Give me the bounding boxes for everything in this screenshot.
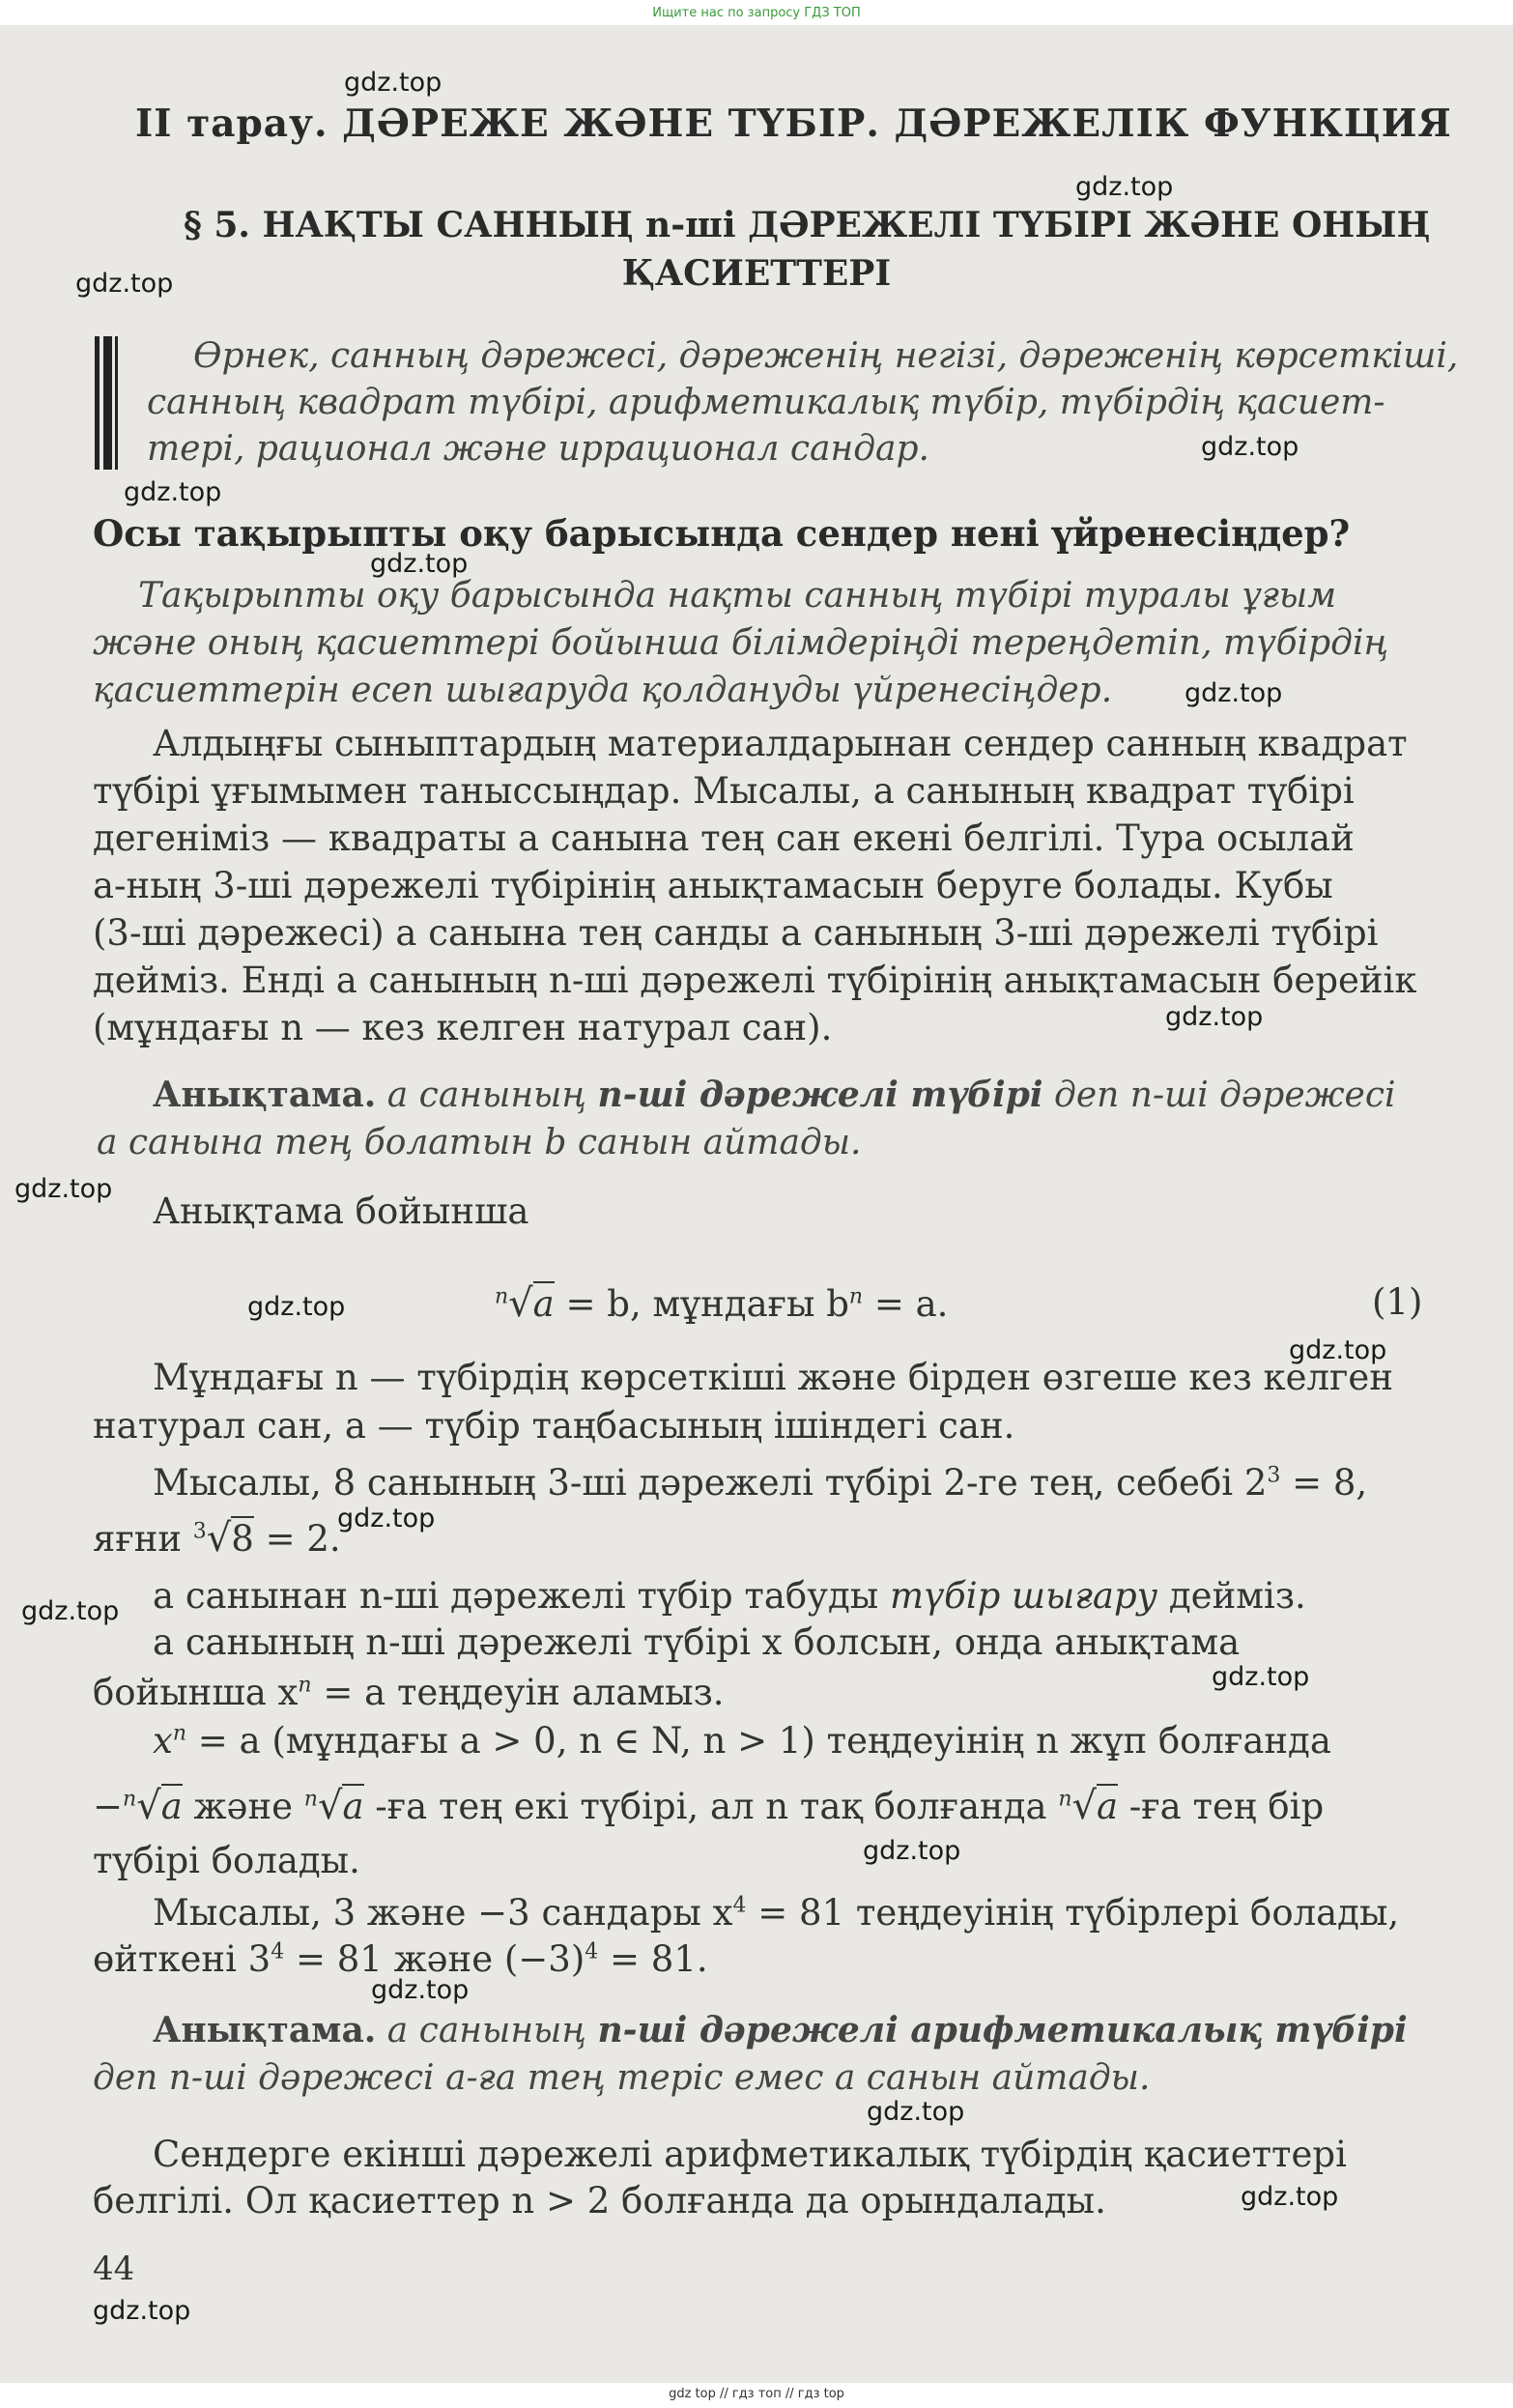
closing-line: белгілі. Ол қасиеттер n > 2 болғанда да орындалады. bbox=[93, 2180, 1106, 2222]
definition-2-line1: Анықтама. a санының n-ші дәрежелі арифметикалық түбірі bbox=[153, 2010, 1408, 2050]
watermark: gdz.top bbox=[337, 1504, 436, 1534]
top-search-note[interactable]: Ищите нас по запросу ГДЗ ТОП bbox=[652, 6, 861, 20]
watermark: gdz.top bbox=[371, 1975, 470, 2005]
watermark: gdz.top bbox=[867, 2097, 965, 2127]
definition-2-line2: деп n-ші дәрежесі a-ға тең теріс емес a санын айтады. bbox=[93, 2058, 1151, 2098]
intro-line: дегеніміз — квадраты a санына тең сан екені белгілі. Тура осылай bbox=[93, 817, 1355, 859]
keywords-line: Өрнек, санның дәрежесі, дәреженің негізі, дәреженің көрсеткіші, bbox=[193, 336, 1459, 376]
watermark: gdz.top bbox=[75, 269, 174, 299]
watermark: gdz.top bbox=[863, 1836, 961, 1866]
watermark: gdz.top bbox=[1165, 1002, 1264, 1032]
definition-1-line1: Анықтама. a санының n-ші дәрежелі түбірі деп n-ші дәрежесі bbox=[153, 1075, 1396, 1115]
watermark: gdz.top bbox=[1289, 1335, 1387, 1365]
intro-line: (3-ші дәрежесі) a санына тең санды a санының 3-ші дәрежелі түбірі bbox=[93, 912, 1379, 954]
intro-line: a-ның 3-ші дәрежелі түбірінің анықтамасын беруге болады. Кубы bbox=[93, 865, 1333, 906]
intro-line: түбірі ұғымымен таныссыңдар. Мысалы, a санының квадрат түбірі bbox=[93, 770, 1355, 812]
root-x-line2: бойынша $x^n = a$ теңдеуін аламыз. bbox=[93, 1672, 725, 1713]
keywords-bar-icon bbox=[95, 336, 120, 470]
root-extraction-text: a санынан n-ші дәрежелі түбір табуды түбір шығару дейміз. bbox=[153, 1575, 1306, 1617]
even-odd-line1: $x^n = a$ (мұндағы a > 0, n ∈ N, n > 1) теңдеуінің n жұп болғанда bbox=[153, 1720, 1331, 1762]
goal-line: қасиеттерін есеп шығаруда қолдануды үйренесіңдер. bbox=[93, 671, 1113, 710]
closing-line: Сендерге екінші дәрежелі арифметикалық түбірдің қасиеттері bbox=[153, 2134, 1347, 2175]
watermark: gdz.top bbox=[1201, 432, 1299, 462]
goal-line: және оның қасиеттері бойынша білімдеріңді тереңдетіп, түбірдің bbox=[93, 623, 1389, 663]
example-1-line2: яғни $^3$√8 = 2. bbox=[93, 1516, 341, 1561]
example-2-line2: өйткені $3^4 = 81$ және $(-3)^4 = 81$. bbox=[93, 1938, 708, 1980]
section-title-line2: ҚАСИЕТТЕРІ bbox=[621, 253, 892, 294]
formula-1: $^n$√a = b, мұндағы $b^n = a$. bbox=[495, 1281, 949, 1326]
note-line: Мұндағы n — түбірдің көрсеткіші және бірден өзгеше кез келген bbox=[153, 1357, 1393, 1398]
watermark: gdz.top bbox=[21, 1596, 120, 1626]
formula-1-number: (1) bbox=[1372, 1281, 1423, 1323]
watermark: gdz.top bbox=[14, 1174, 113, 1204]
keywords-line: санның квадрат түбірі, арифметикалық түбір, түбірдің қасиет- bbox=[147, 383, 1385, 422]
watermark: gdz.top bbox=[1212, 1662, 1310, 1692]
goal-line: Тақырыпты оқу барысында нақты санның түбірі туралы ұғым bbox=[138, 576, 1337, 616]
even-odd-line2: −$^n$√a және $^n$√a -ға тең екі түбірі, ал n тақ болғанда $^n$√a -ға тең бір bbox=[93, 1784, 1325, 1828]
watermark: gdz.top bbox=[344, 68, 442, 98]
intro-line: Алдыңғы сыныптардың материалдарынан сендер санның квадрат bbox=[153, 723, 1408, 764]
watermark: gdz.top bbox=[1241, 2182, 1339, 2212]
by-definition-text: Анықтама бойынша bbox=[153, 1190, 529, 1232]
definition-1-line2: a санына тең болатын b санын айтады. bbox=[97, 1123, 862, 1162]
intro-line: дейміз. Енді a санының n-ші дәрежелі түбірінің анықтамасын берейік bbox=[93, 960, 1417, 1001]
chapter-title: II тарау. ДӘРЕЖЕ ЖӘНЕ ТҮБІР. ДӘРЕЖЕЛІК ФУНКЦИЯ bbox=[135, 101, 1452, 146]
watermark: gdz.top bbox=[124, 477, 222, 507]
page-number: 44 bbox=[93, 2250, 135, 2288]
watermark: gdz.top bbox=[247, 1292, 346, 1322]
watermark: gdz.top bbox=[1185, 678, 1283, 708]
example-2-line1: Мысалы, 3 және −3 сандары $x^4 = 81$ теңдеуінің түбірлері болады, bbox=[153, 1892, 1400, 1934]
watermark: gdz.top bbox=[370, 549, 469, 579]
watermark: gdz.top bbox=[1075, 172, 1174, 202]
watermark: gdz.top bbox=[93, 2296, 191, 2326]
note-line: натурал сан, a — түбір таңбасының ішіндегі сан. bbox=[93, 1405, 1015, 1447]
bottom-links[interactable]: gdz top // гдз топ // гдз top bbox=[669, 2387, 844, 2401]
question-heading: Осы тақырыпты оқу барысында сендер нені үйренесіңдер? bbox=[93, 512, 1351, 555]
section-title-line1: § 5. НАҚТЫ САННЫҢ n-ші ДӘРЕЖЕЛІ ТҮБІРІ ЖӘНЕ ОНЫҢ bbox=[184, 205, 1431, 245]
example-1-line1: Мысалы, 8 санының 3-ші дәрежелі түбірі 2-ге тең, себебі $2^3 = 8$, bbox=[153, 1462, 1368, 1504]
keywords-line: тері, рационал және иррационал сандар. bbox=[147, 429, 929, 469]
even-odd-line3: түбірі болады. bbox=[93, 1840, 360, 1881]
intro-line: (мұндағы n — кез келген натурал сан). bbox=[93, 1007, 833, 1048]
root-x-line1: a санының n-ші дәрежелі түбірі x болсын, онда анықтама bbox=[153, 1621, 1241, 1663]
